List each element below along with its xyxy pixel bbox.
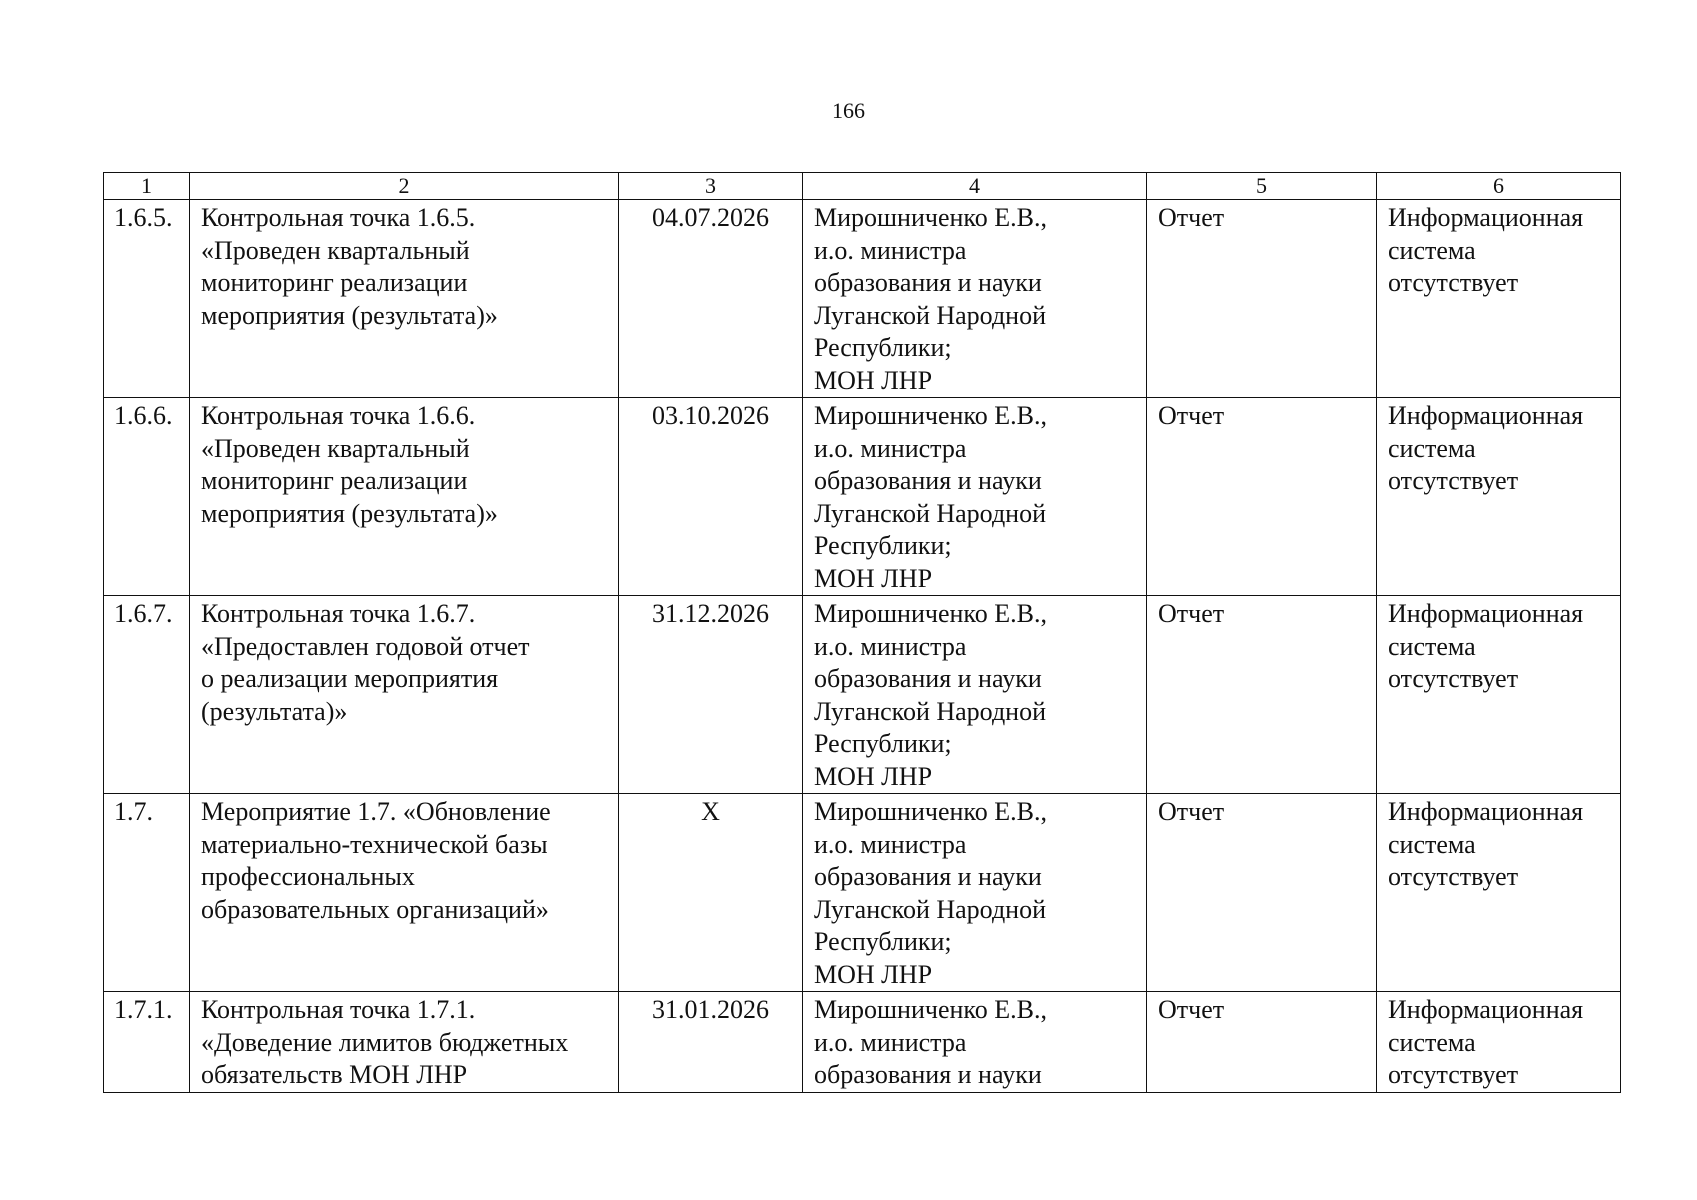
information-system-cell	[1377, 992, 1621, 1093]
column-header-3: 3	[619, 173, 803, 200]
cell-line: Мирошниченко Е.В.,	[814, 401, 1047, 430]
cell-line: «Проведен квартальный	[201, 433, 470, 463]
table-row	[104, 596, 1621, 794]
column-header-4: 4	[803, 173, 1147, 200]
cell-line: образования и науки	[814, 862, 1042, 891]
table-row	[104, 200, 1621, 398]
responsible-cell	[803, 992, 1147, 1093]
cell-line: МОН ЛНР	[814, 959, 933, 989]
cell-line: образования и науки	[814, 466, 1042, 495]
document-type-cell: Отчет	[1147, 398, 1377, 596]
cell-line: Контрольная точка 1.7.1.	[201, 995, 476, 1024]
cell-line: образования и науки	[814, 268, 1042, 297]
cell-line: отсутствует	[1388, 664, 1519, 693]
cell-line: образования и науки	[814, 1060, 1042, 1089]
cell-line: отсутствует	[1388, 862, 1519, 891]
cell-line: материально-технической базы	[201, 829, 548, 859]
cell-line: отсутствует	[1388, 466, 1519, 495]
cell-line: образовательных организаций»	[201, 894, 549, 924]
cell-line: «Предоставлен годовой отчет	[201, 631, 530, 661]
cell-line: Республики;	[814, 531, 952, 560]
row-number-cell: 1.6.6.	[104, 398, 190, 596]
cell-line: Информационная	[1388, 995, 1584, 1024]
cell-line: отсутствует	[1388, 268, 1519, 297]
table-row	[104, 398, 1621, 596]
plan-table	[103, 172, 1621, 1093]
cell-line: и.о. министра	[814, 829, 967, 859]
cell-line: о реализации мероприятия	[201, 664, 499, 693]
cell-line: и.о. министра	[814, 235, 967, 265]
cell-line: Информационная	[1388, 797, 1584, 826]
cell-line: Луганской Народной	[814, 894, 1046, 924]
information-system-cell	[1377, 398, 1621, 596]
cell-line: Информационная	[1388, 203, 1584, 232]
cell-line: Мирошниченко Е.В.,	[814, 599, 1047, 628]
cell-line: и.о. министра	[814, 1027, 967, 1057]
cell-line: обязательств МОН ЛНР	[201, 1060, 468, 1089]
table-row	[104, 992, 1621, 1093]
cell-line: система	[1388, 235, 1476, 265]
deadline-cell: Х	[619, 794, 803, 992]
cell-line: система	[1388, 1027, 1476, 1057]
cell-line: образования и науки	[814, 664, 1042, 693]
row-number-cell: 1.6.7.	[104, 596, 190, 794]
cell-line: система	[1388, 829, 1476, 859]
document-type-cell: Отчет	[1147, 992, 1377, 1093]
cell-line: Луганской Народной	[814, 696, 1046, 726]
row-number-cell: 1.7.	[104, 794, 190, 992]
cell-line: Луганской Народной	[814, 300, 1046, 330]
deadline-cell: 04.07.2026	[619, 200, 803, 398]
cell-line: и.о. министра	[814, 631, 967, 661]
cell-line: МОН ЛНР	[814, 761, 933, 791]
cell-line: Мероприятие 1.7. «Обновление	[201, 797, 551, 826]
document-type-cell: Отчет	[1147, 200, 1377, 398]
cell-line: Луганской Народной	[814, 498, 1046, 528]
cell-line: и.о. министра	[814, 433, 967, 463]
event-name-cell	[190, 596, 619, 794]
information-system-cell	[1377, 596, 1621, 794]
row-number-cell: 1.6.5.	[104, 200, 190, 398]
cell-line: профессиональных	[201, 862, 415, 891]
header-row	[104, 173, 1621, 200]
cell-line: Республики;	[814, 333, 952, 362]
cell-line: мониторинг реализации	[201, 466, 468, 495]
row-number-cell: 1.7.1.	[104, 992, 190, 1093]
cell-line: Республики;	[814, 729, 952, 758]
page-number: 166	[832, 98, 865, 123]
cell-line: (результата)»	[201, 696, 348, 726]
cell-line: система	[1388, 433, 1476, 463]
cell-line: «Доведение лимитов бюджетных	[201, 1027, 569, 1057]
cell-line: Информационная	[1388, 599, 1584, 628]
deadline-cell: 03.10.2026	[619, 398, 803, 596]
column-header-6: 6	[1377, 173, 1621, 200]
deadline-cell: 31.01.2026	[619, 992, 803, 1093]
cell-line: Контрольная точка 1.6.7.	[201, 599, 476, 628]
table-row	[104, 794, 1621, 992]
cell-line: Мирошниченко Е.В.,	[814, 797, 1047, 826]
column-header-5: 5	[1147, 173, 1377, 200]
event-name-cell	[190, 794, 619, 992]
cell-line: Республики;	[814, 927, 952, 956]
cell-line: Мирошниченко Е.В.,	[814, 995, 1047, 1024]
information-system-cell	[1377, 794, 1621, 992]
responsible-cell	[803, 398, 1147, 596]
cell-line: мониторинг реализации	[201, 268, 468, 297]
cell-line: Информационная	[1388, 401, 1584, 430]
column-header-1: 1	[104, 173, 190, 200]
cell-line: Контрольная точка 1.6.6.	[201, 401, 476, 430]
cell-line: Контрольная точка 1.6.5.	[201, 203, 476, 232]
responsible-cell	[803, 200, 1147, 398]
deadline-cell: 31.12.2026	[619, 596, 803, 794]
responsible-cell	[803, 794, 1147, 992]
cell-line: Мирошниченко Е.В.,	[814, 203, 1047, 232]
cell-line: система	[1388, 631, 1476, 661]
document-type-cell: Отчет	[1147, 596, 1377, 794]
cell-line: мероприятия (результата)»	[201, 300, 498, 330]
information-system-cell	[1377, 200, 1621, 398]
cell-line: отсутствует	[1388, 1060, 1519, 1089]
cell-line: МОН ЛНР	[814, 365, 933, 395]
event-name-cell	[190, 992, 619, 1093]
document-type-cell: Отчет	[1147, 794, 1377, 992]
responsible-cell	[803, 596, 1147, 794]
column-header-2: 2	[190, 173, 619, 200]
event-name-cell	[190, 200, 619, 398]
event-name-cell	[190, 398, 619, 596]
cell-line: «Проведен квартальный	[201, 235, 470, 265]
cell-line: МОН ЛНР	[814, 563, 933, 593]
cell-line: мероприятия (результата)»	[201, 498, 498, 528]
